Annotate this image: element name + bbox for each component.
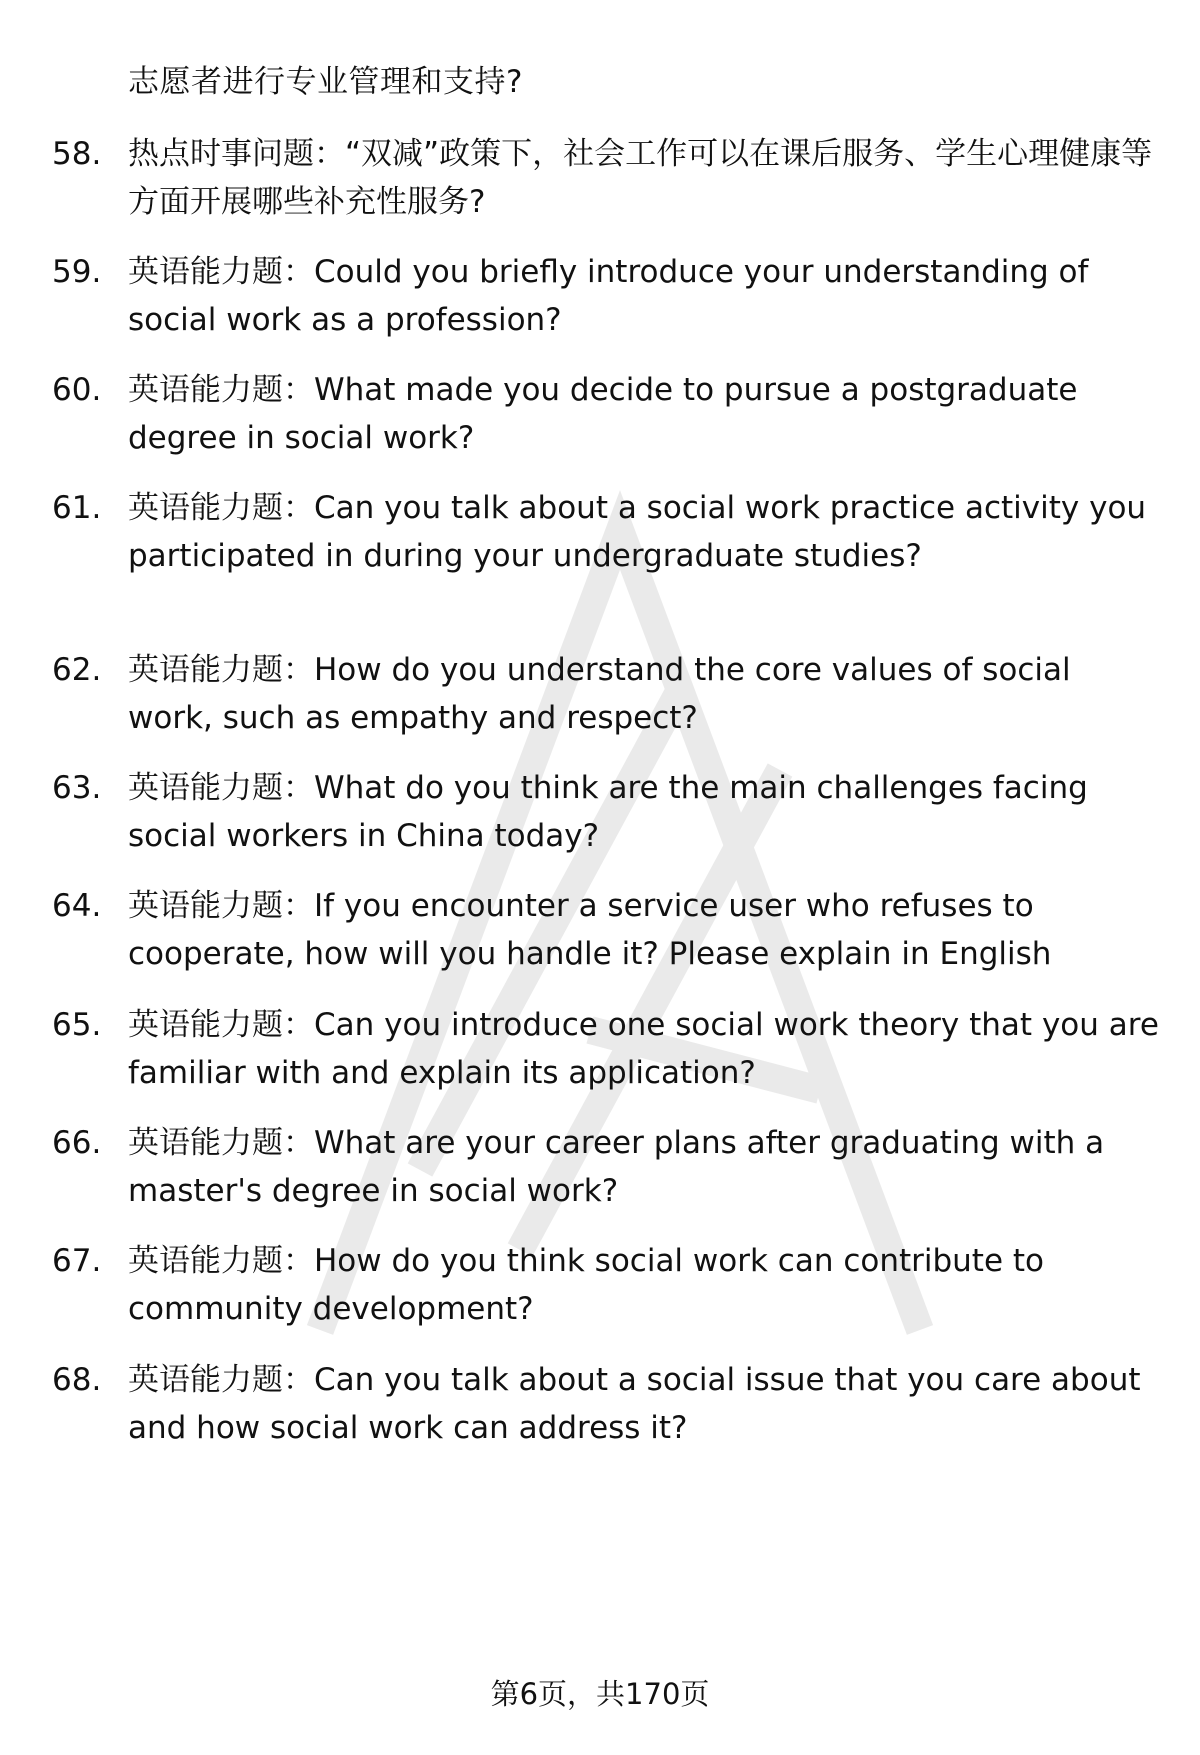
question-text: 英语能力题：Can you talk about a social work practice activity you participated in during your undergraduate studies? [128,490,1147,574]
question-item [52,882,1162,978]
question-text: 英语能力题：If you encounter a service user who refuses to cooperate, how will you handle it? Please explain in English [128,888,1052,972]
question-number: 62. [52,652,102,688]
question-item [52,646,1162,742]
question-number: 68. [52,1362,102,1398]
question-text: 英语能力题：What made you decide to pursue a postgraduate degree in social work? [128,372,1078,456]
question-text: 英语能力题：Can you introduce one social work theory that you are familiar with and explain its application? [128,1007,1159,1091]
question-item [52,248,1162,344]
question-number: 65. [52,1007,102,1043]
question-number: 58. [52,136,102,172]
page-number-footer: 第6页，共170页 [490,1677,710,1711]
question-text: 英语能力题：What do you think are the main challenges facing social workers in China today? [128,770,1088,854]
question-text: 热点时事问题：“双减”政策下，社会工作可以在课后服务、学生心理健康等方面开展哪些补充性服务? [128,136,1153,220]
question-item [52,1119,1162,1215]
question-text: 英语能力题：How do you think social work can contribute to community development? [128,1243,1045,1327]
question-text: 英语能力题：Could you briefly introduce your understanding of social work as a profession? [128,254,1089,338]
question-item [52,764,1162,860]
question-number: 67. [52,1243,102,1279]
question-text: 英语能力题：How do you understand the core values of social work, such as empathy and respect? [128,652,1071,736]
question-item [52,1001,1162,1097]
question-number: 59. [52,254,102,290]
question-item [52,130,1162,226]
question-text: 英语能力题：What are your career plans after graduating with a master's degree in social work? [128,1125,1105,1209]
question-item [52,1237,1162,1333]
question-item [52,366,1162,462]
question-number: 63. [52,770,102,806]
question-number: 66. [52,1125,102,1161]
question-number: 64. [52,888,102,924]
continued-question-text: 志愿者进行专业管理和支持? [128,64,523,100]
question-number: 60. [52,372,102,408]
question-item [52,484,1162,580]
question-text: 英语能力题：Can you talk about a social issue that you care about and how social work can address it? [128,1362,1141,1446]
question-item [52,1356,1162,1452]
question-number: 61. [52,490,102,526]
